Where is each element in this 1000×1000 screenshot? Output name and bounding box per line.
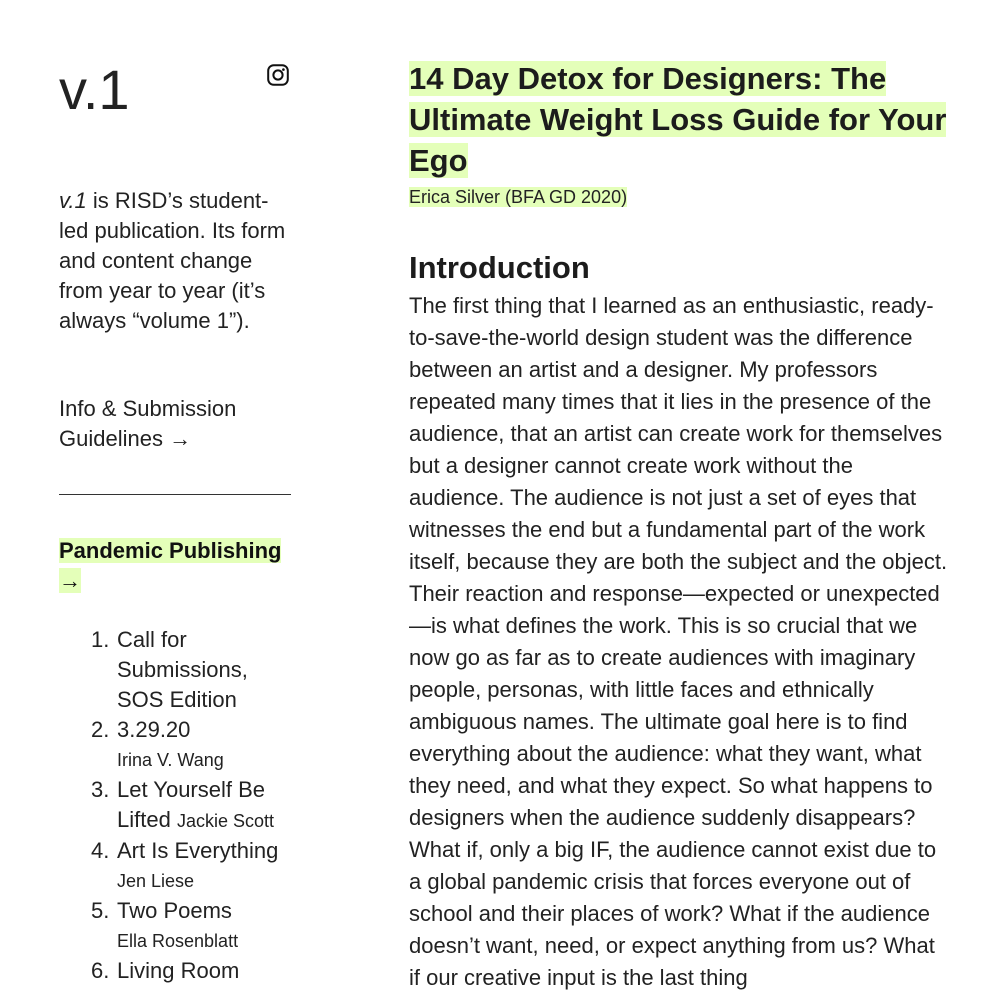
toc-item-number: 6. <box>91 958 110 983</box>
table-of-contents <box>91 625 291 986</box>
toc-item-number: 1. <box>91 627 110 652</box>
toc-item[interactable] <box>91 836 291 896</box>
article-body: The first thing that I learned as an enthusiastic, ready-to-save-the-world design student was the difference between an artist and a designer. My professors repeated many times that it lies in the presence of the audience, that an artist can create work for themselves but a designer cannot create work without the audience. The audience is not just a set of eyes that witnesses the end but a fundamental part of the work itself, because they are both the subject and the object. Their reaction and response—expected or unexpected—is what defines the work. This is so crucial that we now go as far as to create audiences with imaginary people, personas, with little faces and ethnically ambiguous names. The ultimate goal here is to find everything about the audience: what they want, what they need, and what they expect. So what happens to designers when the audience suddenly disappears? What if, only a big IF, the audience cannot exist due to a global pandemic crisis that forces everyone out of school and their places of work? What if the audience doesn’t want, need, or expect anything from us? What if our creative input is the last thing <box>409 293 948 990</box>
divider <box>59 494 291 495</box>
toc-item[interactable] <box>91 625 291 715</box>
arrow-right-icon: → <box>169 426 192 451</box>
about-description: is RISD’s student-led publication. Its form and content change from year to year (it’s always “volume 1”). <box>59 188 286 333</box>
section-heading: Introduction <box>409 250 590 285</box>
article-title: 14 Day Detox for Designers: The Ultimate Weight Loss Guide for Your Ego <box>409 61 947 178</box>
pandemic-publishing-link[interactable] <box>59 536 291 596</box>
article-byline: Erica Silver (BFA GD 2020) <box>409 187 628 207</box>
pandemic-publishing-label: Pandemic Publishing → <box>59 538 282 593</box>
info-submission-label: Info & Submission Guidelines <box>59 396 237 451</box>
site-logo[interactable]: v.1 <box>59 58 130 121</box>
about-publication-name: v.1 <box>59 188 87 213</box>
toc-item-title: Art Is Everything <box>117 838 279 863</box>
toc-item[interactable] <box>91 775 291 836</box>
info-submission-link[interactable] <box>59 394 291 454</box>
toc-item-number: 2. <box>91 717 110 742</box>
toc-item-number: 4. <box>91 838 110 863</box>
toc-item-number: 5. <box>91 898 110 923</box>
toc-item-title: Call for Submissions, SOS Edition <box>117 627 248 712</box>
toc-item-title: Living Room <box>117 958 240 983</box>
toc-item[interactable] <box>91 956 291 986</box>
toc-item[interactable] <box>91 715 291 775</box>
toc-item-number: 3. <box>91 777 110 802</box>
toc-item-title: Two Poems <box>117 898 232 923</box>
toc-item[interactable] <box>91 896 291 956</box>
toc-item-author: Jackie Scott <box>176 811 274 831</box>
toc-item-title: 3.29.20 <box>117 717 191 742</box>
toc-item-author: Irina V. Wang <box>117 750 224 770</box>
toc-item-author: Ella Rosenblatt <box>117 931 239 951</box>
toc-item-author: Jen Liese <box>117 871 195 891</box>
about-text <box>59 186 291 336</box>
article <box>409 58 949 994</box>
arrow-right-icon: → <box>59 568 81 593</box>
toc-item-title: Let Yourself Be Lifted <box>117 777 266 832</box>
instagram-icon[interactable] <box>267 64 289 86</box>
